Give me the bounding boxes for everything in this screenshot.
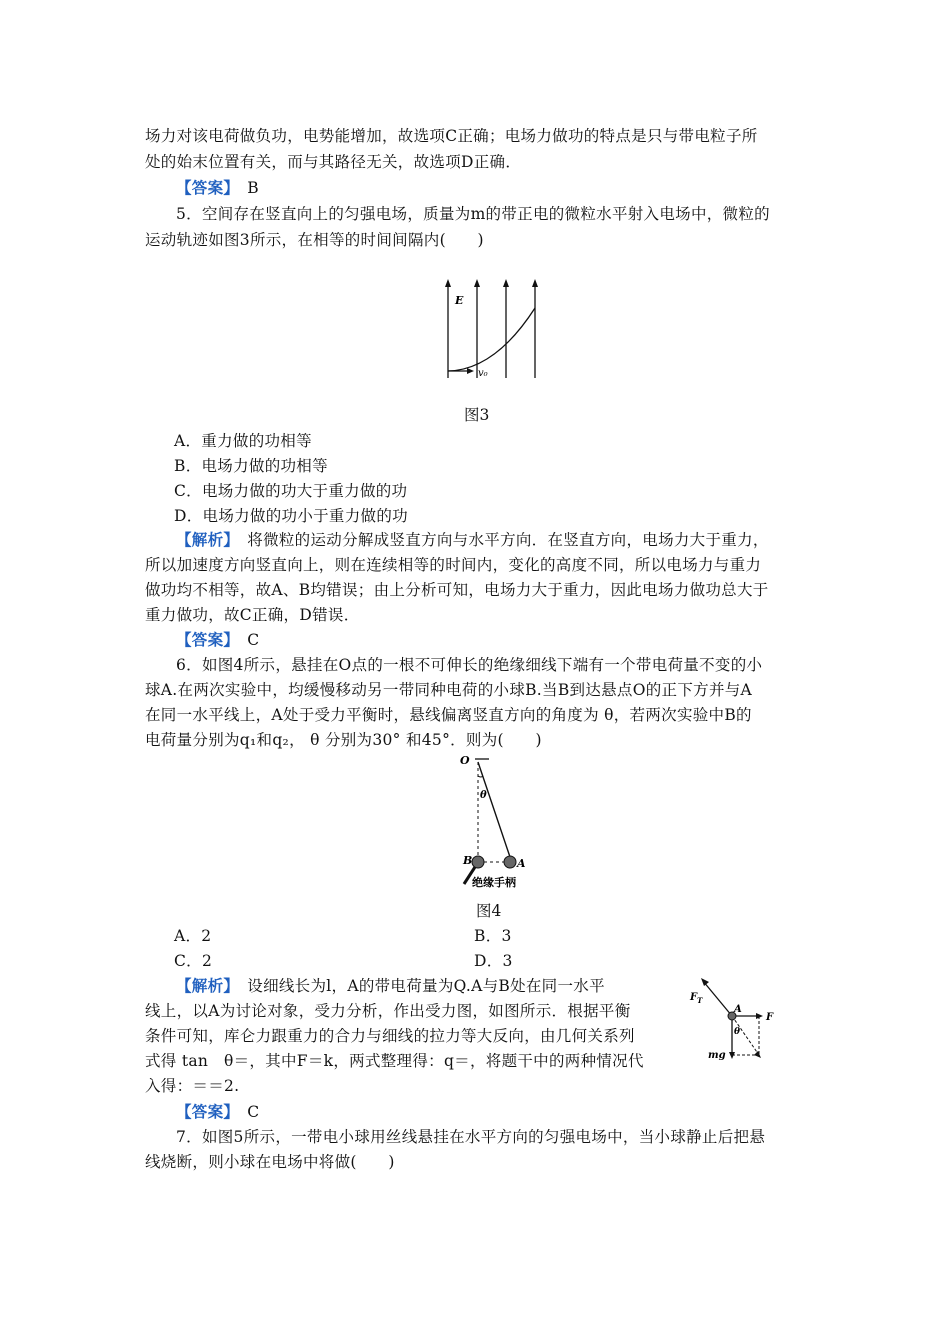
gravity-label: mg xyxy=(708,1050,726,1061)
answer-line xyxy=(176,628,259,650)
option-c: C．电场力做的功大于重力做的功 xyxy=(174,482,408,500)
answer-value: B xyxy=(247,179,259,197)
coulomb-force-label: F xyxy=(766,1012,774,1023)
force-diagram xyxy=(686,968,786,1064)
answer-tag: 【答案】 xyxy=(176,630,232,649)
option-a: A．重力做的功相等 xyxy=(174,432,312,450)
figure-4 xyxy=(455,750,535,892)
answer-line xyxy=(176,1100,259,1122)
question-5-text: 运动轨迹如图3所示，在相等的时间间隔内( ) xyxy=(145,231,484,249)
answer-value: C xyxy=(247,1103,260,1121)
theta-label: θ xyxy=(734,1027,741,1037)
field-label: E xyxy=(455,294,464,307)
question-6-text: 在同一水平线上，A处于受力平衡时，悬线偏离竖直方向的角度为 θ，若两次实验中B的 xyxy=(145,706,752,724)
answer-line xyxy=(176,176,259,198)
ball-a-label: A xyxy=(517,857,526,870)
question-7-text: 线烧断，则小球在电场中将做( ) xyxy=(145,1153,395,1171)
figure-caption: 图4 xyxy=(476,902,502,920)
theta-label: θ xyxy=(480,790,487,801)
explanation-line xyxy=(176,528,769,550)
ball-b-label: B xyxy=(463,854,473,867)
question-6-text: 球A.在两次实验中，均缓慢移动另一带同种电荷的小球B.当B到达悬点O的正下方并与A xyxy=(145,681,753,699)
figure-caption: 图3 xyxy=(464,406,490,424)
option-b: B．电场力做的功相等 xyxy=(174,457,328,475)
option-b: B．3 xyxy=(474,927,512,945)
explanation-line: 线上，以A为讨论对象，受力分析，作出受力图，如图所示．根据平衡 xyxy=(145,1002,631,1020)
answer-tag: 【答案】 xyxy=(176,1102,232,1121)
option-d: D．3 xyxy=(474,952,513,970)
question-7-text: 7．如图5所示，一带电小球用丝线悬挂在水平方向的匀强电场中，当小球静止后把悬 xyxy=(176,1128,766,1146)
explanation-tag: 【解析】 xyxy=(176,530,232,549)
explanation-line: 重力做功，故C正确，D错误． xyxy=(145,606,360,624)
option-c: C．2 xyxy=(174,952,213,970)
explanation-text: 将微粒的运动分解成竖直方向与水平方向．在竖直方向，电场力大于重力， xyxy=(247,531,769,549)
explanation-line: 入得：＝＝2. xyxy=(145,1077,240,1095)
tension-label: $F_T$ xyxy=(690,992,703,1005)
option-a: A．2 xyxy=(174,927,212,945)
explanation-line xyxy=(176,974,605,996)
answer-value: C xyxy=(247,631,260,649)
question-6-text: 电荷量分别为q₁和q₂， θ 分别为30° 和45°．则为( ) xyxy=(145,731,542,749)
explanation-text: 设细线长为l，A的带电荷量为Q.A与B处在同一水平 xyxy=(247,977,605,995)
velocity-label: v₀ xyxy=(478,368,488,379)
text-line: 处的始末位置有关，而与其路径无关，故选项D正确． xyxy=(145,153,522,171)
explanation-line: 做功均不相等，故A、B均错误；由上分析可知，电场力大于重力，因此电场力做功总大于 xyxy=(145,581,769,599)
text-line: 场力对该电荷做负功，电势能增加，故选项C正确；电场力做功的特点是只与带电粒子所 xyxy=(145,127,758,145)
answer-tag: 【答案】 xyxy=(176,178,232,197)
question-6-text: 6．如图4所示，悬挂在O点的一根不可伸长的绝缘细线下端有一个带电荷量不变的小 xyxy=(176,656,763,674)
explanation-tag: 【解析】 xyxy=(176,976,232,995)
point-o-label: O xyxy=(460,754,470,767)
handle-label: 绝缘手柄 xyxy=(472,876,516,889)
ball-a-label: A xyxy=(734,1004,742,1015)
explanation-line: 式得 tan θ＝，其中F＝k，两式整理得：q＝，将题干中的两种情况代 xyxy=(145,1052,644,1070)
question-5-text: 5．空间存在竖直向上的匀强电场，质量为m的带正电的微粒水平射入电场中，微粒的 xyxy=(176,205,770,223)
figure-3 xyxy=(440,278,550,386)
option-d: D．电场力做的功小于重力做的功 xyxy=(174,507,408,525)
explanation-line: 所以加速度方向竖直向上，则在连续相等的时间内，变化的高度不同，所以电场力与重力 xyxy=(145,556,762,574)
explanation-line: 条件可知，库仑力跟重力的合力与细线的拉力等大反向，由几何关系列 xyxy=(145,1027,635,1045)
